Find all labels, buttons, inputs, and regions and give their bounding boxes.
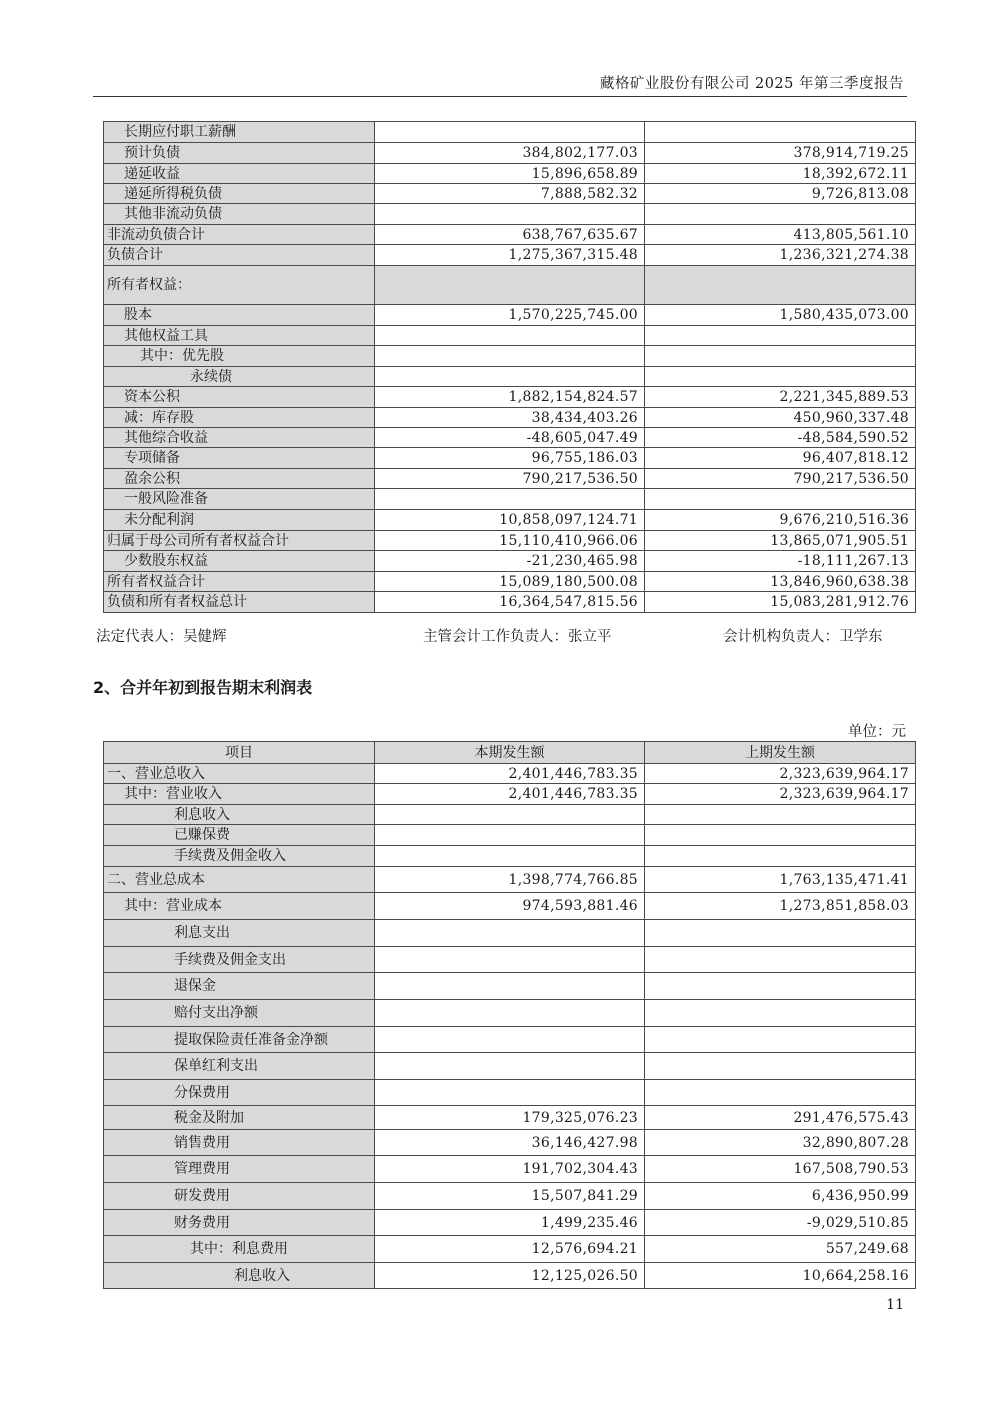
current-period-value: 12,125,026.50 [375,1263,645,1289]
income-statement-title: 2、合并年初到报告期末利润表 [93,678,313,697]
prior-period-value [645,805,916,825]
current-period-value: 15,507,841.29 [375,1183,645,1210]
table-row [104,1156,916,1183]
prior-period-value [645,204,916,225]
prior-period-value [645,825,916,846]
current-period-value: 15,110,410,966.06 [375,531,645,551]
prior-period-value: 1,580,435,073.00 [645,305,916,326]
prior-period-value: 557,249.68 [645,1236,916,1263]
row-label: 利息收入 [104,805,375,825]
current-period-value: 1,882,154,824.57 [375,387,645,408]
prior-period-value [645,1080,916,1106]
row-label: 递延所得税负债 [104,184,375,204]
prior-period-value [645,947,916,973]
table-row [104,387,916,408]
table-row [104,867,916,893]
table-row [104,122,916,143]
table-row [104,973,916,1000]
prior-period-value: 1,763,135,471.41 [645,867,916,893]
current-period-value [375,367,645,387]
prior-period-value: 6,436,950.99 [645,1183,916,1210]
row-label: 管理费用 [104,1156,375,1183]
table-row [104,1183,916,1210]
current-period-value: 638,767,635.67 [375,225,645,245]
row-label: 资本公积 [104,387,375,408]
prior-period-value: 9,726,813.08 [645,184,916,204]
row-label: 盈余公积 [104,469,375,489]
balance-sheet-table [103,121,916,613]
row-label: 其中：优先股 [104,346,375,367]
table-row [104,592,916,613]
row-label: 其他权益工具 [104,326,375,346]
table-row [104,920,916,947]
current-period-value: 7,888,582.32 [375,184,645,204]
row-label: 已赚保费 [104,825,375,846]
prior-period-value: 96,407,818.12 [645,448,916,469]
row-label: 减：库存股 [104,408,375,428]
current-period-value [375,947,645,973]
table-header-row [104,742,916,764]
current-period-value: -48,605,047.49 [375,428,645,448]
accounting-head: 主管会计工作负责人：张立平 [423,629,612,645]
row-label: 退保金 [104,973,375,1000]
row-label: 预计负债 [104,143,375,164]
row-label: 永续债 [104,367,375,387]
table-row [104,1106,916,1130]
row-label: 股本 [104,305,375,326]
prior-period-value [645,122,916,143]
row-label: 未分配利润 [104,510,375,531]
current-period-value [375,1000,645,1027]
current-period-value: 179,325,076.23 [375,1106,645,1130]
prior-period-value [645,846,916,867]
table-row [104,326,916,346]
legal-representative: 法定代表人：吴健辉 [96,629,227,645]
prior-period-value [645,367,916,387]
row-label: 一般风险准备 [104,489,375,510]
table-row [104,469,916,489]
prior-period-value: 32,890,807.28 [645,1130,916,1156]
prior-period-value [645,973,916,1000]
table-row [104,1130,916,1156]
current-period-value: 191,702,304.43 [375,1156,645,1183]
prior-period-value: 2,221,345,889.53 [645,387,916,408]
current-period-value: 384,802,177.03 [375,143,645,164]
current-period-value: 2,401,446,783.35 [375,784,645,805]
current-period-value: 974,593,881.46 [375,893,645,920]
table-row [104,805,916,825]
table-row [104,428,916,448]
prior-period-value [645,326,916,346]
row-label: 手续费及佣金支出 [104,947,375,973]
prior-period-value: 2,323,639,964.17 [645,764,916,784]
prior-period-value: -18,111,267.13 [645,551,916,572]
table-row [104,1236,916,1263]
row-label: 研发费用 [104,1183,375,1210]
prior-period-value [645,266,916,305]
prior-period-value: 2,323,639,964.17 [645,784,916,805]
table-row [104,551,916,572]
row-label: 非流动负债合计 [104,225,375,245]
row-label: 其他综合收益 [104,428,375,448]
table-row [104,305,916,326]
current-period-value [375,1053,645,1080]
row-label: 利息支出 [104,920,375,947]
prior-period-value: 18,392,672.11 [645,164,916,184]
table-row [104,572,916,592]
report-header-title: 藏格矿业股份有限公司 2025 年第三季度报告 [599,76,904,92]
prior-period-value: 790,217,536.50 [645,469,916,489]
column-header-prior: 上期发生额 [645,742,916,764]
prior-period-value: 450,960,337.48 [645,408,916,428]
row-label: 其中：利息费用 [104,1236,375,1263]
table-row [104,531,916,551]
row-label: 其他非流动负债 [104,204,375,225]
prior-period-value [645,920,916,947]
table-row [104,784,916,805]
current-period-value: 2,401,446,783.35 [375,764,645,784]
prior-period-value [645,1027,916,1053]
table-row [104,1263,916,1289]
current-period-value [375,920,645,947]
current-period-value: 38,434,403.26 [375,408,645,428]
prior-period-value: -9,029,510.85 [645,1210,916,1236]
table-row [104,245,916,266]
current-period-value [375,326,645,346]
table-row [104,184,916,204]
row-label: 一、营业总收入 [104,764,375,784]
table-row [104,1053,916,1080]
income-statement-table [103,741,916,1289]
prior-period-value: 10,664,258.16 [645,1263,916,1289]
current-period-value: 1,499,235.46 [375,1210,645,1236]
table-row [104,448,916,469]
current-period-value [375,266,645,305]
row-label: 分保费用 [104,1080,375,1106]
current-period-value [375,1027,645,1053]
prior-period-value [645,346,916,367]
row-label: 专项储备 [104,448,375,469]
table-row [104,204,916,225]
current-period-value: 15,896,658.89 [375,164,645,184]
row-label: 所有者权益： [104,266,375,305]
table-row [104,266,916,305]
prior-period-value: 13,865,071,905.51 [645,531,916,551]
current-period-value: 1,275,367,315.48 [375,245,645,266]
current-period-value: 1,398,774,766.85 [375,867,645,893]
prior-period-value [645,489,916,510]
current-period-value: 790,217,536.50 [375,469,645,489]
table-row [104,346,916,367]
prior-period-value: 1,273,851,858.03 [645,893,916,920]
table-row [104,408,916,428]
table-row [104,825,916,846]
prior-period-value: 167,508,790.53 [645,1156,916,1183]
row-label: 负债和所有者权益总计 [104,592,375,613]
prior-period-value: 1,236,321,274.38 [645,245,916,266]
current-period-value: 1,570,225,745.00 [375,305,645,326]
row-label: 二、营业总成本 [104,867,375,893]
table-row [104,764,916,784]
table-row [104,367,916,387]
table-row [104,1027,916,1053]
current-period-value: 36,146,427.98 [375,1130,645,1156]
row-label: 销售费用 [104,1130,375,1156]
row-label: 利息收入 [104,1263,375,1289]
row-label: 长期应付职工薪酬 [104,122,375,143]
row-label: 保单红利支出 [104,1053,375,1080]
table-row [104,164,916,184]
prior-period-value: 13,846,960,638.38 [645,572,916,592]
table-row [104,143,916,164]
row-label: 提取保险责任准备金净额 [104,1027,375,1053]
current-period-value [375,805,645,825]
current-period-value [375,825,645,846]
current-period-value [375,846,645,867]
row-label: 税金及附加 [104,1106,375,1130]
current-period-value: 10,858,097,124.71 [375,510,645,531]
row-label: 手续费及佣金收入 [104,846,375,867]
current-period-value [375,973,645,1000]
current-period-value [375,346,645,367]
prior-period-value: 15,083,281,912.76 [645,592,916,613]
row-label: 归属于母公司所有者权益合计 [104,531,375,551]
table-row [104,893,916,920]
prior-period-value: 378,914,719.25 [645,143,916,164]
table-row [104,1080,916,1106]
row-label: 其中：营业成本 [104,893,375,920]
page-number: 11 [886,1297,904,1313]
table-row [104,510,916,531]
column-header-item: 项目 [104,742,375,764]
current-period-value [375,122,645,143]
table-row [104,1000,916,1027]
prior-period-value [645,1000,916,1027]
row-label: 财务费用 [104,1210,375,1236]
current-period-value: -21,230,465.98 [375,551,645,572]
row-label: 递延收益 [104,164,375,184]
row-label: 赔付支出净额 [104,1000,375,1027]
unit-label: 单位：元 [848,724,906,740]
current-period-value [375,489,645,510]
header-divider [93,96,907,97]
row-label: 少数股东权益 [104,551,375,572]
accounting-dept-head: 会计机构负责人：卫学东 [723,629,883,645]
prior-period-value: 413,805,561.10 [645,225,916,245]
current-period-value: 15,089,180,500.08 [375,572,645,592]
prior-period-value: 291,476,575.43 [645,1106,916,1130]
table-row [104,225,916,245]
current-period-value [375,204,645,225]
column-header-current: 本期发生额 [375,742,645,764]
table-row [104,846,916,867]
prior-period-value: 9,676,210,516.36 [645,510,916,531]
prior-period-value: -48,584,590.52 [645,428,916,448]
table-row [104,947,916,973]
table-row [104,489,916,510]
current-period-value: 16,364,547,815.56 [375,592,645,613]
row-label: 负债合计 [104,245,375,266]
current-period-value: 96,755,186.03 [375,448,645,469]
row-label: 所有者权益合计 [104,572,375,592]
current-period-value: 12,576,694.21 [375,1236,645,1263]
row-label: 其中：营业收入 [104,784,375,805]
prior-period-value [645,1053,916,1080]
current-period-value [375,1080,645,1106]
table-row [104,1210,916,1236]
